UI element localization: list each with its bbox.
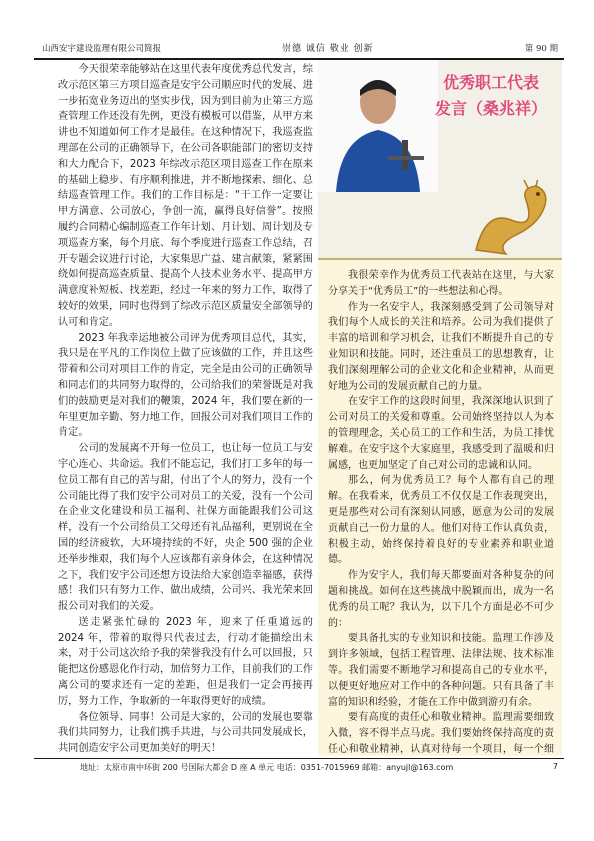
company-slogan: 崇德 诚信 敬业 创新 — [282, 44, 374, 54]
left-article-column — [58, 62, 313, 757]
left-paragraph: 2023 年我幸运地被公司评为优秀项目总代，其实，我只是在平凡的工作岗位上做了应该做的工作，并且这些带着和公司对项目工作的肯定，完全是由公司的正确领导和同志们的共同努力取得的，公司给我们的荣誉既是对我们的鼓励更是对我们的鞭策，2024 年，我们要在新的一年里更加辛勤、努力地工作，回报公司对我们项目工作的肯定。 — [58, 332, 313, 439]
right-paragraph: 在安宇工作的这段时间里，我深深地认识到了公司对员工的关爱和尊重。公司始终坚持以人为本的管理理念，关心员工的工作和生活，为员工排忧解难。在安宇这个大家庭里，我感受到了温暖和归属感，也更加坚定了自己对公司的忠诚和认同。 — [328, 396, 554, 471]
feature-title — [420, 70, 562, 122]
footer-divider — [34, 758, 564, 759]
right-paragraph: 要有高度的责任心和敬业精神。监理需要细致入微，容不得半点马虎。我们要始终保持高度的责任心和敬业精神，认真对待每一个项目，每一个细 — [328, 712, 554, 755]
page-header — [34, 38, 564, 56]
left-paragraph: 今天很荣幸能够站在这里代表年度优秀总代发言，综改示范区第三方项目巡查是安宇公司顺应时代的发展、进一步拓宽业务迈出的坚实步伐，因为到目前为止第三方巡查管理工作还没有先例，更没有模板可以借鉴，从甲方来讲也不知道如何工作才是最佳。在这种情况下，我巡查监理部在公司的正确领导下，在公司各职能部门的密切支持和大力配合下，2023 年综改示范区项目巡查工作在原来的基础上稳步、有序顺利推进，并不断地探索、细化、总结巡查管理工作。我们的工作目标是：“干工作一定要让甲方满意、公司放心，争创一流，赢得良好信誉”。按照履约合同精心编制巡查工作年计划、月计划、周计划及专项巡查方案，每个月底、每个季度进行巡查工作总结，召开专题会议进行讨论，大家集思广益、建言献策，紧紧围绕如何提高巡查质量、提高个人技术业务水平、提高甲方满意度补短板、找差距，经过一年来的努力工作，取得了较好的效果，同时也得到了综改示范区质量安全部领导的认可和肯定。 — [58, 64, 313, 328]
right-paragraph: 作为一名安宇人，我深刻感受到了公司领导对我们每个人成长的关注和培养。公司为我们提供了丰富的培训和学习机会，让我们不断提升自己的专业知识和技能。同时，还注重员工的思想教育，让我们深刻理解公司的企业文化和企业精神，从而更好地为公司的发展贡献自己的力量。 — [328, 301, 554, 392]
footer-contact: 地址：太原市南中环街 200 号国际大都会 D 座 A 单元 电话：0351-7015969 邮箱：anyujl@163.com — [80, 763, 454, 772]
right-paragraph: 那么，何为优秀员工？每个人都有自己的理解。在我看来，优秀员工不仅仅是工作表现突出，更是那些对公司有深刻认同感，愿意为公司的发展贡献自己一份力量的人。他们对待工作认真负责，积极主动，始终保持着良好的专业素养和职业道德。 — [328, 475, 554, 566]
dragon-illustration-icon — [466, 180, 556, 258]
feature-title-line: 优秀职工代表 — [442, 73, 539, 92]
issue-number: 第 90 期 — [524, 44, 558, 54]
right-paragraph: 我很荣幸作为优秀员工代表站在这里，与大家分享关于“优秀员工”的一些想法和心得。 — [328, 270, 554, 297]
left-paragraph: 送走紧张忙碌的 2023 年，迎来了任重道远的 2024 年，带着的取得只代表过去，行动才能描绘出未来，对于公司这次给予我的荣誉我没有什么可以回报，只能把这份感恩化作行动，加倍努力工作，目前我们的工作离公司的要求还有一定的差距，但是我们一定会再接再厉，努力工作，争取新的一年取得更好的成绩。 — [58, 616, 313, 707]
page-number: 7 — [552, 762, 558, 771]
left-paragraph: 公司的发展离不开每一位员工，也让每一位员工与安宇心连心、共命运。我们不能忘记，我们打工多年的每一位员工都有自己的苦与甜，付出了个人的努力，没有一个公司能比得了我们安宇公司对员工的关爱，没有一个公司在企业文化建设和员工福利、社保方面能跟我们公司这样，没有一个公司给员工父母还有礼品福利，更别说在全国的经济疲软，大环境持续的不好，央企 500 强的企业还举步维艰，我们每个人应该都有亲身体会，在这种情况之下，我们安宇公司还想方设法给大家创造幸福感，获得感！我们只有努力工作、做出成绩，公司兴、我光荣来回报公司对我们的关爱。 — [58, 443, 313, 613]
company-newsletter-name: 山西安宇建设监理有限公司简报 — [42, 44, 162, 54]
feature-title-line: 发言（桑兆祥） — [434, 99, 547, 118]
right-article-panel — [318, 258, 562, 756]
right-paragraph: 作为安宇人，我们每天都要面对各种复杂的问题和挑战。如何在这些挑战中脱颖而出，成为一名优秀的员工呢？我认为，以下几个方面是必不可少的： — [328, 570, 554, 629]
right-paragraph: 要具备扎实的专业知识和技能。监理工作涉及到许多领域，包括工程管理、法律法规、技术标准等。我们需要不断地学习和提高自己的专业水平，以便更好地应对工作中的各种问题。只有具备了丰富的知识和经验，才能在工作中做到游刃有余。 — [328, 633, 554, 708]
left-paragraph: 各位领导、同事！公司是大家的，公司的发展也要靠我们共同努力，让我们携手共进，与公司共同发展成长，共同创造安宇公司更加美好的明天！ — [58, 711, 313, 755]
